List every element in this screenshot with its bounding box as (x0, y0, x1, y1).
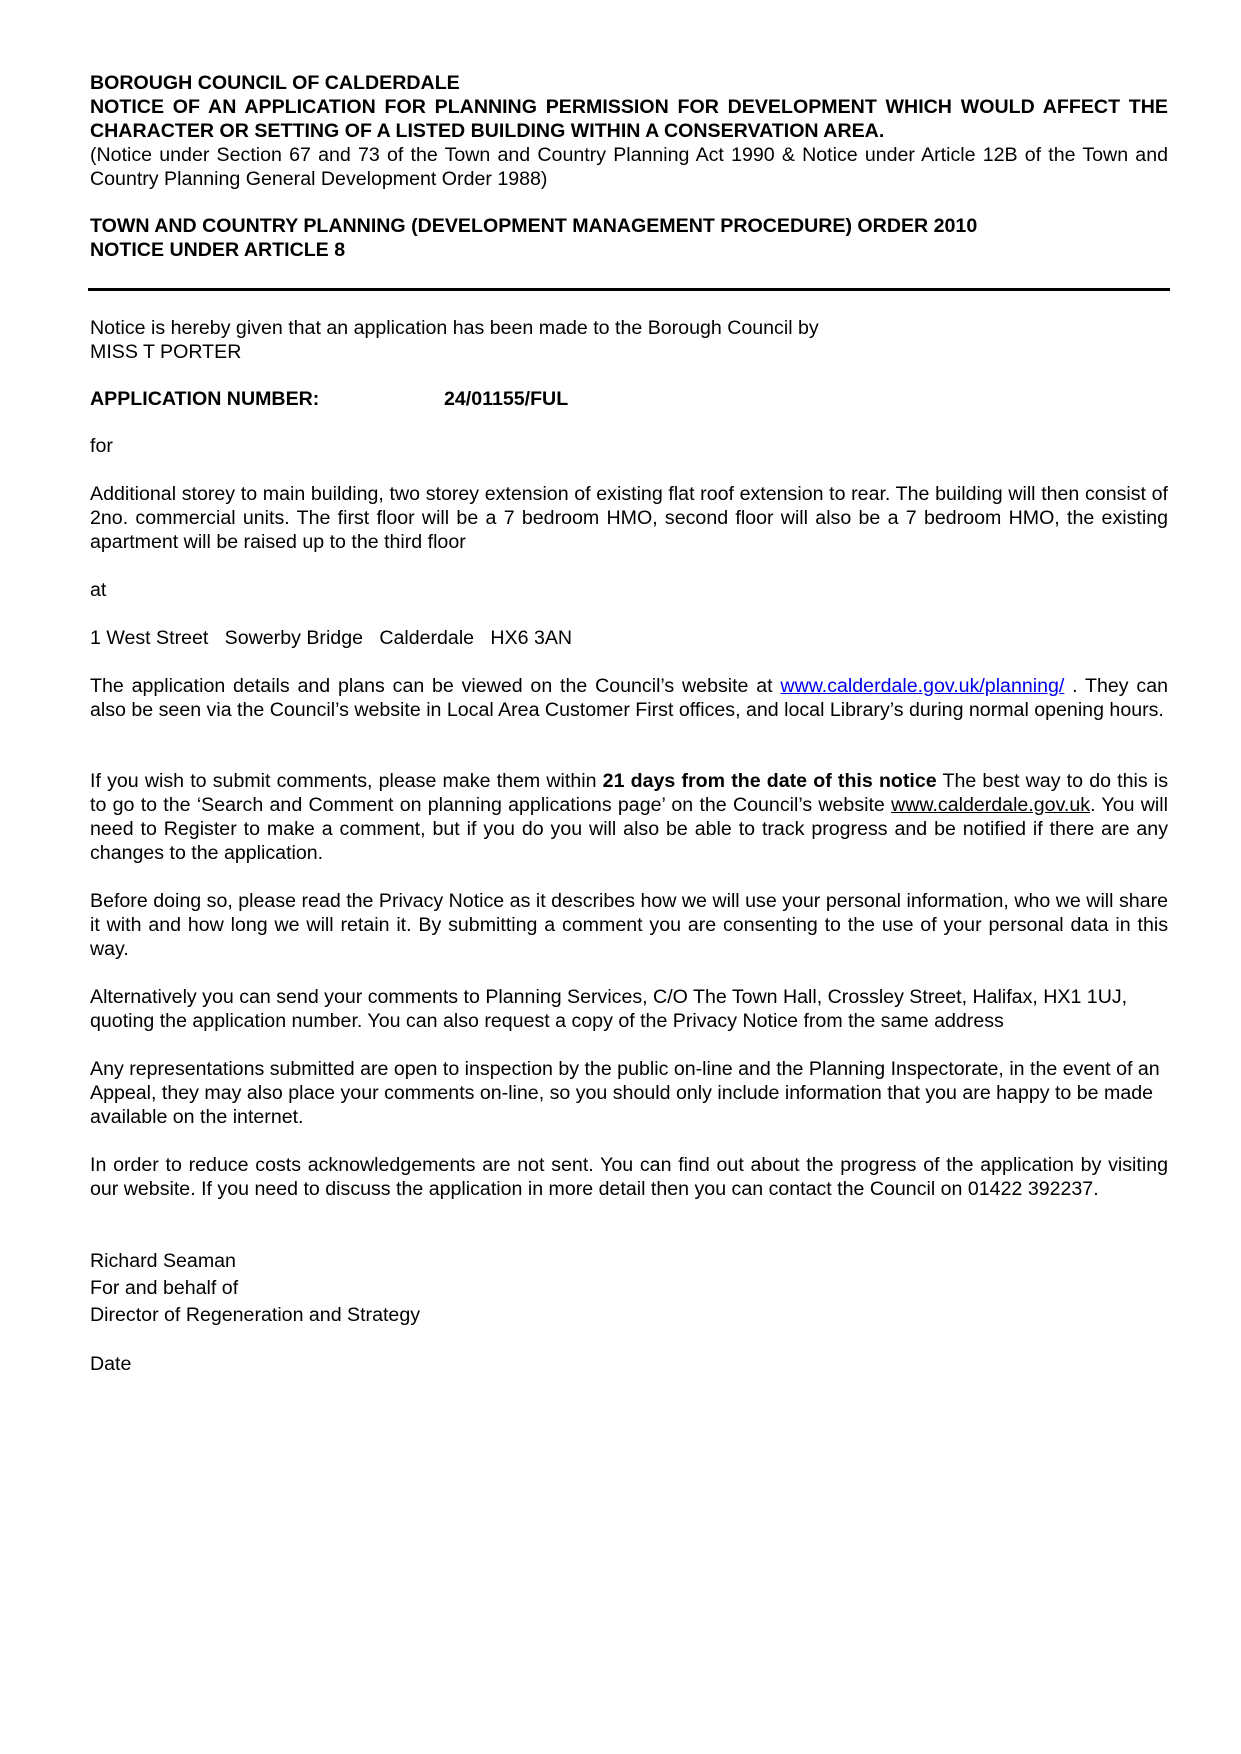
comment-text-2: The best way to do this is to go to the ‘Search and Comment on planning applications page’ on the Council’s website (90, 770, 1168, 816)
signatory-name: Richard Seaman (90, 1250, 236, 1272)
alternative-paragraph: Alternatively you can send your comments to Planning Services, C/O The Town Hall, Crossley Street, Halifax, HX1 1UJ, quoting the application number. You can also request a copy of the Privacy Notice from the same address (90, 986, 1128, 1032)
view-text-2: . They can also be seen via the Council’s website in Local Area Customer First offices, and local Library’s during normal opening hours. (90, 675, 1168, 721)
order-title: TOWN AND COUNTRY PLANNING (DEVELOPMENT MANAGEMENT PROCEDURE) ORDER 2010 (90, 215, 978, 237)
council-heading: BOROUGH COUNCIL OF CALDERDALE (90, 72, 460, 94)
signatory-behalf: For and behalf of (90, 1277, 239, 1299)
article-heading: NOTICE UNDER ARTICLE 8 (90, 239, 346, 261)
comments-paragraph (90, 769, 1168, 865)
comment-text-3: . You will need to Register to make a comment, but if you do you will also be able to track progress and be notified if there are any changes to the application. (90, 794, 1168, 864)
date-label: Date (90, 1353, 132, 1375)
applicant: MISS T PORTER (90, 341, 242, 363)
description: Additional storey to main building, two storey extension of existing flat roof extension to rear. The building will then consist of 2no. commercial units. The first floor will be a 7 bedroom HMO, second floor will also be a 7 bedroom HMO, the existing apartment will be raised up to the third floor (90, 483, 1168, 553)
signatory-title: Director of Regeneration and Strategy (90, 1304, 421, 1326)
application-number-row (90, 387, 1168, 411)
costs-paragraph: In order to reduce costs acknowledgements are not sent. You can find out about the progress of the application by visiting our website. If you need to discuss the application in more detail then you can contact the Council on 01422 392237. (90, 1154, 1168, 1200)
site-address: 1 West Street Sowerby Bridge Calderdale HX6 3AN (90, 627, 573, 649)
deadline-text: 21 days from the date of this notice (602, 770, 937, 792)
notice-title: NOTICE OF AN APPLICATION FOR PLANNING PERMISSION FOR DEVELOPMENT WHICH WOULD AFFECT THE CHARACTER OR SETTING OF A LISTED BUILDING WITHIN A CONSERVATION AREA. (90, 96, 1168, 142)
planning-website-link[interactable]: www.calderdale.gov.uk/planning/ (780, 675, 1065, 697)
at-label: at (90, 579, 107, 601)
comment-text-1: If you wish to submit comments, please make them within (90, 770, 603, 792)
statute-note: (Notice under Section 67 and 73 of the Town and Country Planning Act 1990 & Notice under Article 12B of the Town and Country Planning General Development Order 1988) (90, 144, 1168, 190)
divider (88, 288, 1170, 291)
representations-paragraph: Any representations submitted are open to inspection by the public on-line and the Planning Inspectorate, in the event of an Appeal, they may also place your comments on-line, so you should only include information that you are happy to be made available on the internet. (90, 1058, 1160, 1128)
application-number: 24/01155/FUL (444, 388, 569, 410)
view-text-1: The application details and plans can be viewed on the Council’s website at (90, 675, 781, 697)
intro: Notice is hereby given that an application has been made to the Borough Council by (90, 317, 819, 339)
for-label: for (90, 435, 113, 457)
application-number-label: APPLICATION NUMBER: (90, 388, 320, 410)
privacy-paragraph: Before doing so, please read the Privacy Notice as it describes how we will use your personal information, who we will share it with and how long we will retain it. By submitting a comment you are consenting to the use of your personal data in this way. (90, 890, 1168, 960)
council-website-link[interactable]: www.calderdale.gov.uk (891, 794, 1091, 816)
viewing-paragraph (90, 674, 1168, 722)
